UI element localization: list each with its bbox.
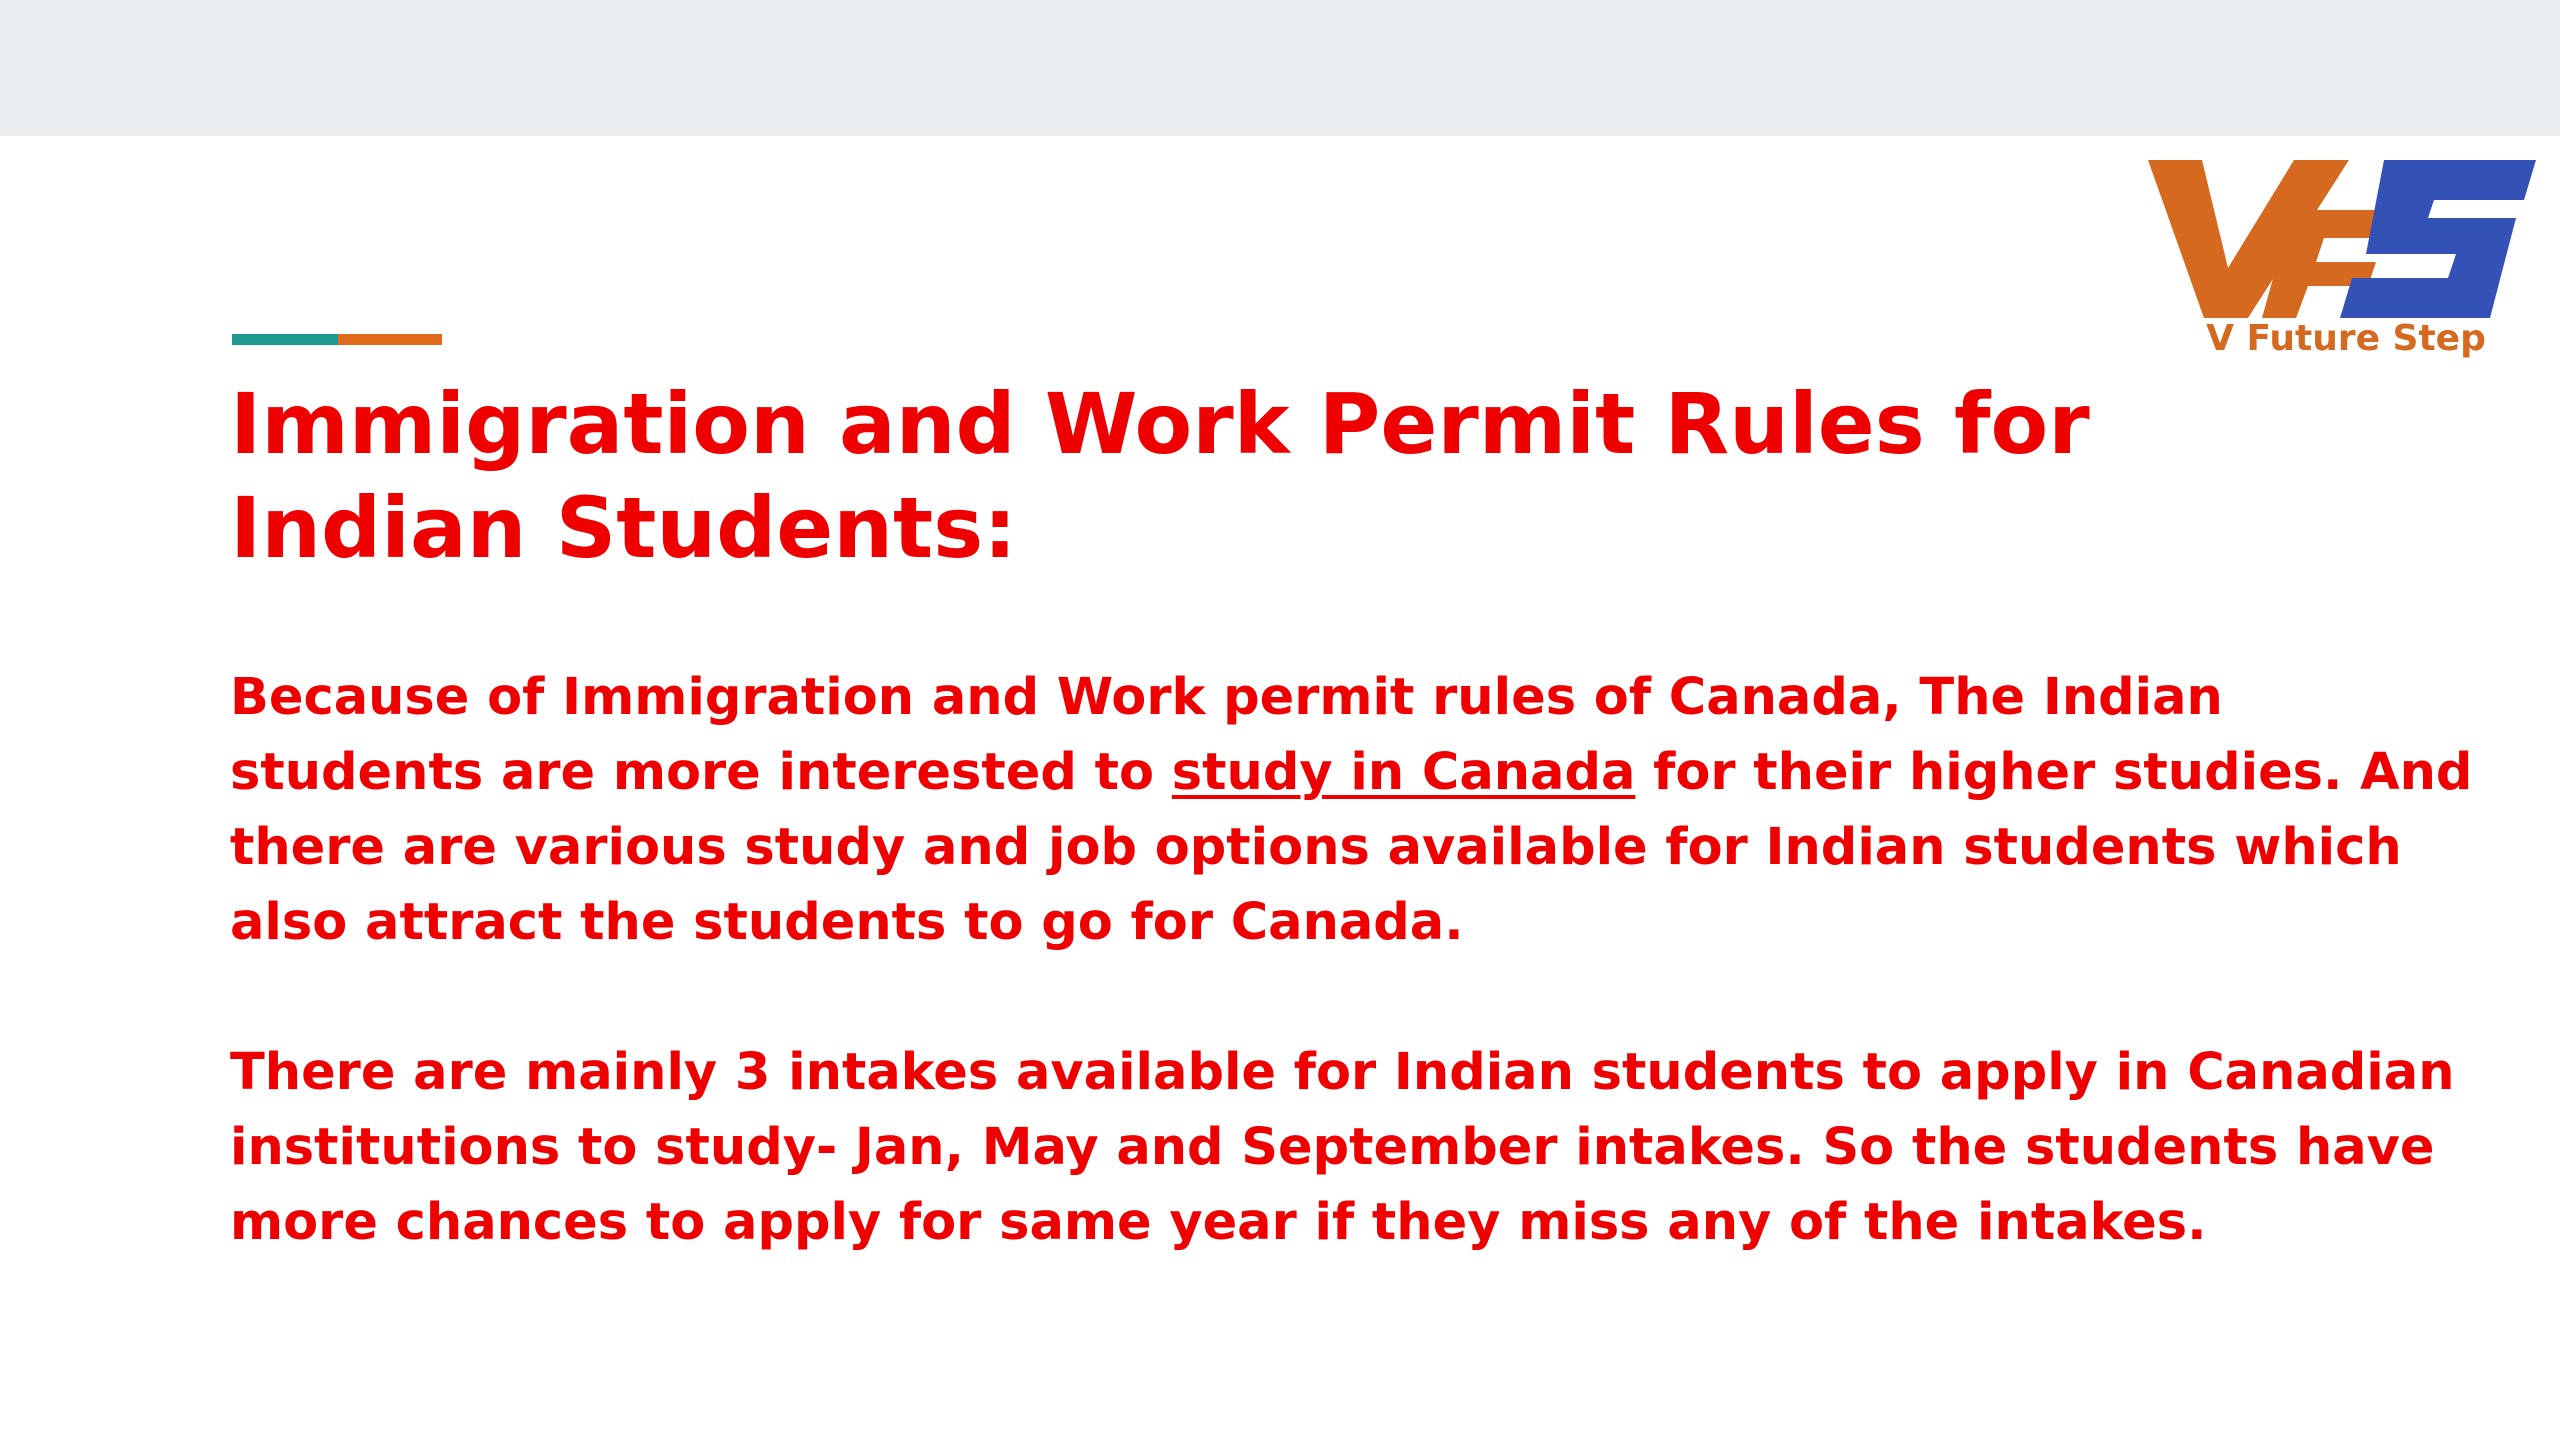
vfs-logo [2144, 158, 2540, 378]
title-line-1: Immigration and Work Permit Rules for [230, 375, 2090, 473]
title-line-2: Indian Students: [230, 479, 1017, 577]
title-accent-line [232, 334, 442, 345]
accent-teal-segment [232, 334, 338, 345]
paragraph-1-text-end: for their higher studies. And there are various study and job options available for Indian students which also attract the students to go for Canada. [230, 743, 2473, 952]
vfs-logo-mark [2144, 158, 2540, 318]
paragraph-1 [230, 660, 2490, 960]
paragraph-2: There are mainly 3 intakes available for Indian students to apply in Canadian institutions to study- Jan, May and September intakes. So the students have more chances to apply for same year if they miss any of the intakes. [230, 1043, 2455, 1252]
study-in-canada-link[interactable]: study in Canada [1171, 743, 1636, 802]
paragraph-1-text-start: Because of Immigration and Work permit rules of Canada, The Indian students are more interested to [230, 668, 2223, 802]
page-title [230, 372, 2230, 580]
logo-caption: V Future Step [2206, 318, 2486, 359]
accent-orange-segment [338, 334, 442, 345]
top-bar [0, 0, 2560, 136]
